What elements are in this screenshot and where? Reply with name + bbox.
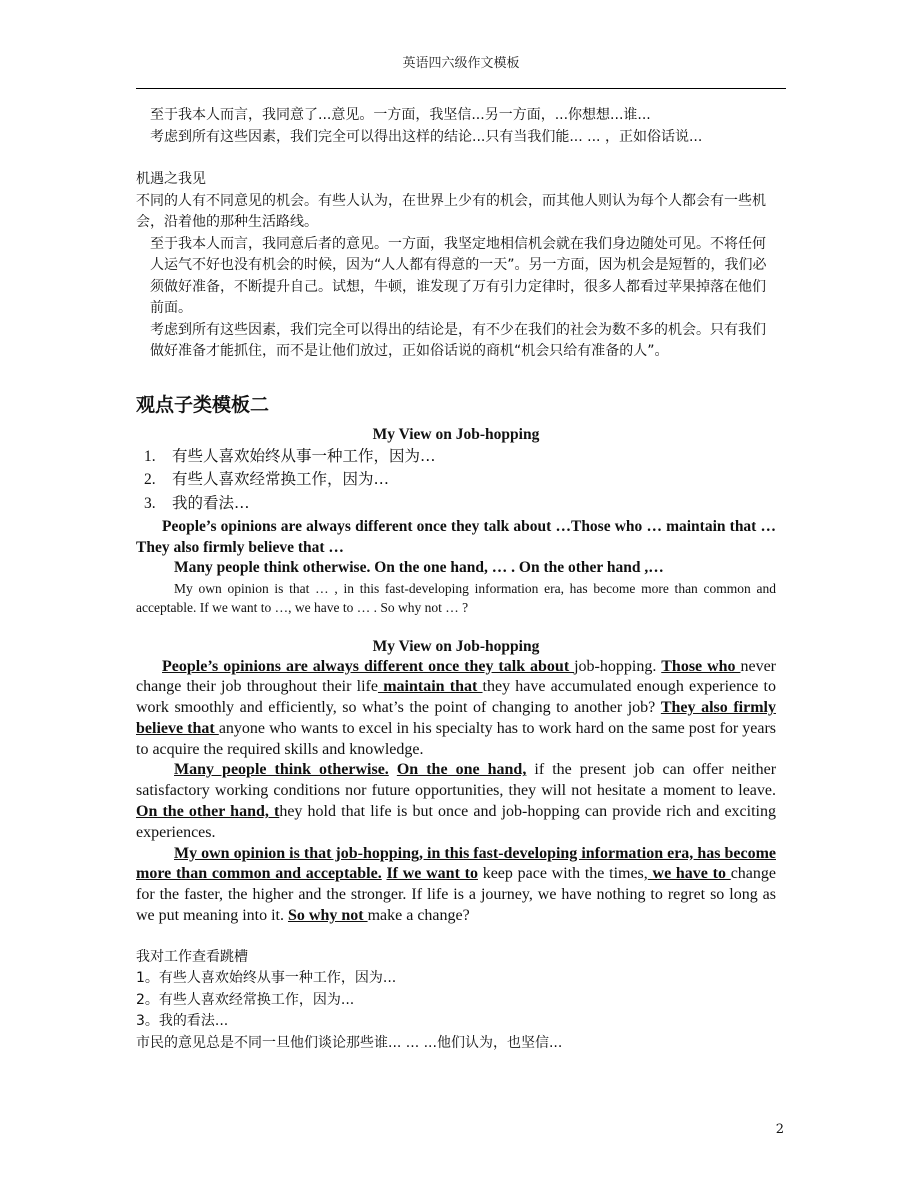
page-number: 2: [775, 1122, 784, 1137]
essay-text: make a change?: [367, 907, 470, 925]
template-phrase: They also firmly believe that: [136, 699, 777, 737]
template-phrase: On the one hand,: [396, 761, 527, 779]
essay-title: My View on Job-hopping: [372, 637, 540, 655]
page-header: 英语四六级作文模板: [402, 56, 520, 71]
outline-text: 我的看法…: [172, 493, 250, 512]
opportunity-title: 机遇之我见: [136, 171, 206, 187]
template-paragraph: Many people think otherwise. On the one hand, … . On the other hand ,…: [174, 559, 664, 576]
template-phrase: Those who: [661, 657, 741, 675]
intro-lines: [136, 105, 776, 148]
template-outline: [136, 445, 776, 516]
cn-translation: [136, 947, 776, 1055]
template-phrase: we have to: [647, 865, 731, 883]
cn-translation-line: 1。有些人喜欢始终从事一种工作，因为...: [136, 970, 397, 987]
outline-number: 1.: [144, 447, 156, 465]
outline-number: 2.: [144, 471, 156, 488]
header-divider: [136, 88, 786, 89]
cn-translation-line: 3。我的看法...: [136, 1013, 229, 1030]
essay-text: keep pace with the times,: [477, 865, 648, 883]
essay-text: never change their job throughout their life: [136, 657, 776, 696]
template-phrase: maintain that: [377, 678, 483, 696]
template-phrase: If we want to: [386, 865, 478, 883]
essay-paragraph: [136, 760, 776, 843]
intro-line: 至于我本人而言，我同意了...意见。一方面，我坚信...另一方面，...你想想...谁...: [150, 107, 651, 123]
essay-text: change for the faster, the higher and the stronger. If life is a journey, we have nothing to regret so long as we put meaning into it.: [136, 865, 777, 925]
outline-item: [136, 468, 776, 492]
outline-item: [136, 492, 776, 516]
outline-text: 有些人喜欢始终从事一种工作，因为…: [172, 446, 436, 465]
template-phrase: People’s opinions are always different once they talk about: [162, 657, 575, 675]
essay-text: [389, 761, 397, 778]
opportunity-essay: [136, 169, 776, 363]
essay-text: they have accumulated enough experience to work smoothly and efficiently, so what’s the point of changing to another job?: [136, 678, 776, 717]
template-paragraph: My own opinion is that … , in this fast-developing information era, has become more than common and acceptable. If we want to …, we have to … . So why not … ?: [136, 580, 776, 615]
section-title: 观点子类模板二: [136, 393, 270, 416]
essay-text: job-hopping.: [574, 657, 662, 675]
essay-text: hey hold that life is but once and job-hopping can provide rich and exciting experiences.: [136, 803, 776, 841]
opportunity-paragraph: 考虑到所有这些因素，我们完全可以得出的结论是，有不少在我们的社会为数不多的机会。只有我们做好准备才能抓住，而不是让他们放过，正如俗话说的商机“机会只给有准备的人”。: [150, 321, 766, 359]
cn-translation-line: 市民的意见总是不同一旦他们谈论那些谁... ... ...他们认为，也坚信...: [136, 1034, 563, 1051]
opportunity-paragraph: 不同的人有不同意见的机会。有些人认为，在世界上少有的机会，而其他人则认为每个人都会有一些机会，沿着他的那种生活路线。: [136, 192, 766, 230]
template-phrase: Many people think otherwise.: [174, 761, 389, 779]
cn-translation-line: 2。有些人喜欢经常换工作，因为...: [136, 991, 355, 1008]
essay-text: anyone who wants to excel in his specialty has to work hard on the same post for years to acquire the required skills and knowledge.: [136, 719, 776, 758]
opportunity-paragraph: 至于我本人而言，我同意后者的意见。一方面，我坚定地相信机会就在我们身边随处可见。不将任何人运气不好也没有机会的时候，因为“人人都有得意的一天”。另一方面，因为机会是短暂的，我们必须做好准备，不断提升自己。试想，牛顿，谁发现了万有引力定律时，很多人都看过苹果掉落在他们前面。: [150, 235, 767, 316]
template-phrase: On the other hand, t: [136, 803, 280, 821]
template-paragraph: People’s opinions are always different once they talk about …Those who … maintain that … They also firmly believe that …: [136, 518, 776, 556]
outline-number: 3.: [144, 494, 156, 512]
outline-item: [136, 445, 776, 469]
template-title: My View on Job-hopping: [372, 425, 540, 443]
cn-translation-title: 我对工作查看跳槽: [136, 948, 248, 965]
template-phrase: So why not: [287, 907, 368, 925]
essay-text: if the present job can offer neither satisfactory working conditions nor future opportunities, they will not hesitate a moment to leave.: [136, 761, 777, 800]
outline-text: 有些人喜欢经常换工作，因为…: [172, 470, 390, 488]
essay-paragraph: [136, 844, 776, 927]
page-content: [136, 105, 776, 1054]
template-phrase: My own opinion is that job-hopping, in this fast-developing information era, has become more than common and acceptable.: [136, 844, 776, 883]
intro-line: 考虑到所有这些因素，我们完全可以得出这样的结论...只有当我们能... ... ，正如俗话说...: [150, 128, 703, 145]
essay-paragraph: [136, 657, 776, 761]
